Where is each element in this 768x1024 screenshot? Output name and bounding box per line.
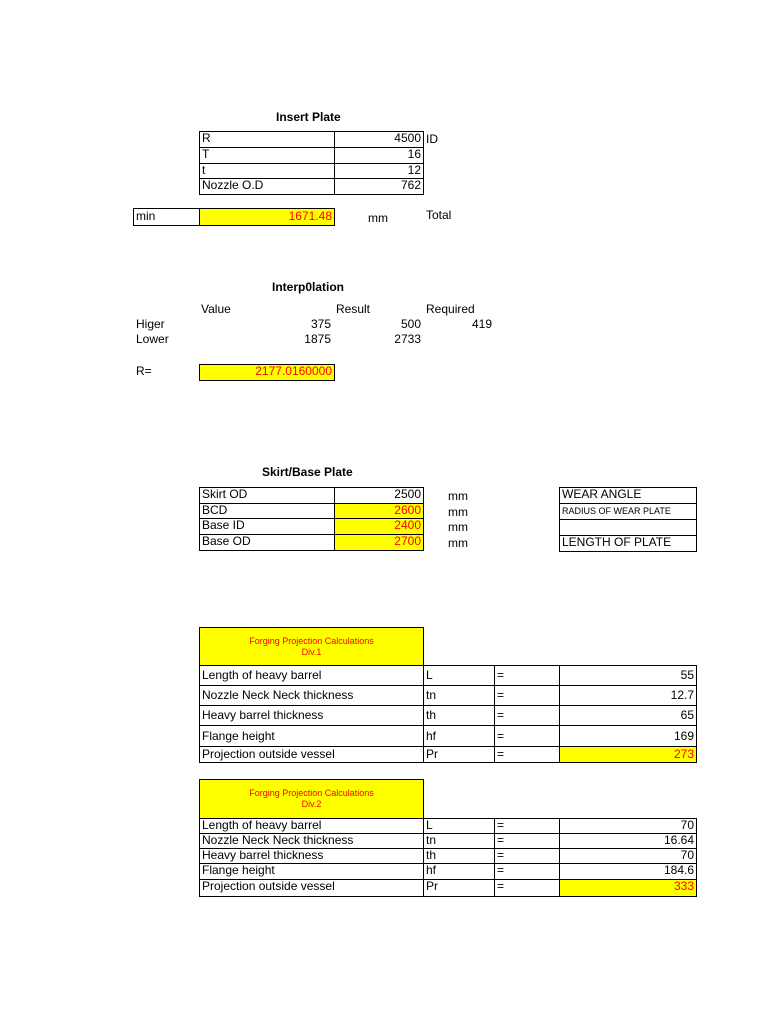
skirt-unit-base-od: mm: [448, 536, 468, 550]
insert-plate-label-t[interactable]: t: [199, 163, 335, 179]
f2-value-th[interactable]: 70: [559, 848, 697, 864]
skirt-label-base-od[interactable]: Base OD: [199, 534, 335, 551]
f1-sym-th[interactable]: th: [423, 705, 495, 726]
insert-plate-label-nozzle-od[interactable]: Nozzle O.D: [199, 178, 335, 195]
skirt-title: Skirt/Base Plate: [262, 465, 353, 479]
f2-sym-hf[interactable]: hf: [423, 863, 495, 880]
f1-sym-tn[interactable]: tn: [423, 685, 495, 706]
skirt-unit-skirt-od: mm: [448, 489, 468, 503]
interp-higher-required: 419: [471, 317, 492, 331]
f2-eq-Pr[interactable]: =: [494, 879, 560, 897]
skirt-label-bcd[interactable]: BCD: [199, 503, 335, 519]
forging-div1-header-line2: Div.1: [301, 647, 322, 657]
f1-eq-tn[interactable]: =: [494, 685, 560, 706]
interp-lower-value: 1875: [304, 332, 331, 346]
length-of-plate-label[interactable]: LENGTH OF PLATE: [559, 535, 697, 552]
f1-sym-L[interactable]: L: [423, 665, 495, 686]
insert-plate-title: Insert Plate: [276, 110, 341, 124]
f1-value-th[interactable]: 65: [559, 705, 697, 726]
interp-r-value[interactable]: 2177.0160000: [199, 364, 335, 381]
skirt-value-skirt-od[interactable]: 2500: [334, 487, 424, 504]
interp-lower-result: 2733: [394, 332, 421, 346]
f2-label-neck-thickness[interactable]: Nozzle Neck Neck thickness: [199, 833, 424, 849]
f2-value-tn[interactable]: 16.64: [559, 833, 697, 849]
skirt-value-base-od[interactable]: 2700: [334, 534, 424, 551]
f2-sym-L[interactable]: L: [423, 818, 495, 834]
min-label[interactable]: min: [133, 208, 200, 226]
f2-value-hf[interactable]: 184.6: [559, 863, 697, 880]
f1-sym-Pr[interactable]: Pr: [423, 746, 495, 763]
f2-sym-th[interactable]: th: [423, 848, 495, 864]
insert-plate-value-r[interactable]: 4500: [334, 131, 424, 148]
interp-col-value: Value: [201, 302, 231, 316]
blank-side-cell[interactable]: [559, 519, 697, 536]
f1-value-Pr[interactable]: 273: [559, 746, 697, 763]
f2-eq-hf[interactable]: =: [494, 863, 560, 880]
interp-higher-result: 500: [400, 317, 421, 331]
skirt-unit-base-id: mm: [448, 520, 468, 534]
skirt-label-skirt-od[interactable]: Skirt OD: [199, 487, 335, 504]
interp-col-result: Result: [336, 302, 371, 316]
f1-value-tn[interactable]: 12.7: [559, 685, 697, 706]
interp-lower-label: Lower: [136, 332, 169, 346]
f2-label-barrel-thickness[interactable]: Heavy barrel thickness: [199, 848, 424, 864]
f2-eq-th[interactable]: =: [494, 848, 560, 864]
forging-div2-header-line2: Div.2: [301, 799, 322, 809]
f1-label-barrel-thickness[interactable]: Heavy barrel thickness: [199, 705, 424, 726]
f2-label-flange-height[interactable]: Flange height: [199, 863, 424, 880]
interp-col-required: Required: [426, 302, 475, 316]
insert-plate-label-T[interactable]: T: [199, 147, 335, 164]
f1-sym-hf[interactable]: hf: [423, 725, 495, 747]
f1-eq-L[interactable]: =: [494, 665, 560, 686]
f2-label-length-barrel[interactable]: Length of heavy barrel: [199, 818, 424, 834]
f1-eq-Pr[interactable]: =: [494, 746, 560, 763]
interp-higher-label: Higer: [136, 317, 165, 331]
insert-plate-value-t[interactable]: 12: [334, 163, 424, 179]
skirt-unit-bcd: mm: [448, 505, 468, 519]
f1-label-length-barrel[interactable]: Length of heavy barrel: [199, 665, 424, 686]
interpolation-title: Interp0lation: [272, 280, 345, 294]
f2-label-projection[interactable]: Projection outside vessel: [199, 879, 424, 897]
forging-div1-header-line1: Forging Projection Calculations: [249, 636, 374, 646]
f2-sym-Pr[interactable]: Pr: [423, 879, 495, 897]
f2-eq-L[interactable]: =: [494, 818, 560, 834]
insert-plate-value-T[interactable]: 16: [334, 147, 424, 164]
wear-angle-label[interactable]: WEAR ANGLE: [559, 487, 697, 504]
f1-label-flange-height[interactable]: Flange height: [199, 725, 424, 747]
insert-plate-suffix-id: ID: [426, 132, 438, 146]
total-label: Total: [426, 208, 452, 222]
f1-eq-th[interactable]: =: [494, 705, 560, 726]
f1-value-L[interactable]: 55: [559, 665, 697, 686]
interp-higher-value: 375: [310, 317, 331, 331]
insert-plate-label-r[interactable]: R: [199, 131, 335, 148]
min-value[interactable]: 1671.48: [199, 208, 335, 226]
f2-eq-tn[interactable]: =: [494, 833, 560, 849]
skirt-label-base-id[interactable]: Base ID: [199, 518, 335, 535]
interp-r-label: R=: [136, 364, 152, 378]
f1-value-hf[interactable]: 169: [559, 725, 697, 747]
f1-label-projection[interactable]: Projection outside vessel: [199, 746, 424, 763]
forging-div2-header-line1: Forging Projection Calculations: [249, 788, 374, 798]
f1-eq-hf[interactable]: =: [494, 725, 560, 747]
radius-wear-plate-label[interactable]: RADIUS OF WEAR PLATE: [559, 503, 697, 520]
insert-plate-value-nozzle-od[interactable]: 762: [334, 178, 424, 195]
f2-value-L[interactable]: 70: [559, 818, 697, 834]
f1-label-neck-thickness[interactable]: Nozzle Neck Neck thickness: [199, 685, 424, 706]
skirt-value-base-id[interactable]: 2400: [334, 518, 424, 535]
skirt-value-bcd[interactable]: 2600: [334, 503, 424, 519]
min-unit: mm: [368, 211, 388, 225]
f2-sym-tn[interactable]: tn: [423, 833, 495, 849]
f2-value-Pr[interactable]: 333: [559, 879, 697, 897]
forging-div1-header: [199, 627, 424, 666]
forging-div2-header: [199, 779, 424, 819]
